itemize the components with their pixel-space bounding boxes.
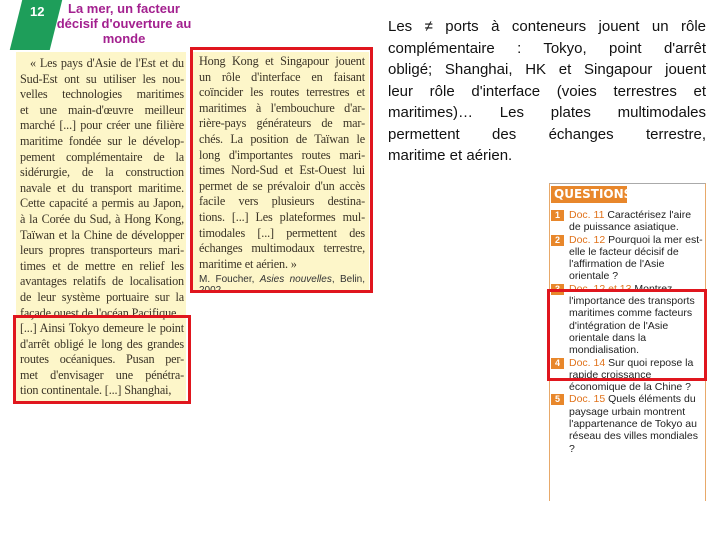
text-line: de leur système portuaire sur la: [20, 289, 184, 304]
text-line: velles technologies maritimes: [20, 87, 184, 102]
text-line: [...] Ainsi Tokyo demeure le point: [20, 321, 184, 336]
source-rest: , Belin, 2002.: [199, 274, 366, 297]
text-line: avantages relatifs de localisation: [20, 274, 184, 289]
highlight-box-question-3: [547, 289, 707, 381]
question-item: [551, 393, 704, 454]
document-number: 12: [30, 4, 45, 19]
question-text: Quels éléments du paysage urbain montrent l'appartenance de Tokyo au réseau des villes mondiales ?: [569, 393, 698, 455]
text-line: et une main-d'œuvre meilleur: [20, 102, 184, 117]
text-line: maritime fondée sur le dévelop-: [20, 133, 184, 148]
text-line: coïncider les routes terrestres et: [199, 85, 365, 100]
question-doc-ref: Doc. 15: [569, 393, 606, 406]
questions-header: QUESTIONS: [551, 186, 627, 203]
text-line: maritime et aérien.: [388, 147, 513, 164]
text-line: tions. [...] Les plateformes mul-: [199, 209, 365, 224]
source-author: M. Foucher,: [199, 274, 260, 286]
question-text: Montrez l'importance des transports maritimes comme facteurs d'intégration de l'Asie orientale dans la mondialisation.: [569, 282, 695, 357]
text-line: « Les pays d'Asie de l'Est et du: [30, 56, 184, 70]
text-line: maritime et aérien. »: [199, 256, 297, 271]
text-line: permettent des échanges terrestre,: [388, 125, 706, 143]
text-line: leur rôle d'interface (voies terrestres et: [388, 82, 706, 100]
question-number: 1: [551, 210, 564, 221]
question-text: Caractérisez l'aire de puissance asiatique.: [569, 209, 692, 234]
question-text: Pourquoi la mer est-elle le facteur décisif de l'affirmation de l'Asie orientale ?: [569, 233, 703, 283]
text-line: maritimes à l'embouchure d'ar-: [199, 100, 365, 115]
question-number: 4: [551, 358, 564, 369]
question-number: 2: [551, 235, 564, 246]
source-book: Asies nouvelles: [259, 274, 332, 286]
text-line: long d'importantes routes mari-: [199, 147, 365, 162]
question-number: 3: [551, 284, 564, 295]
document-title: La mer, un facteur décisif d'ouverture au monde: [56, 1, 192, 46]
text-line: Les ≠ ports à conteneurs jouent un rôle: [388, 18, 706, 35]
question-doc-ref: Doc. 14: [569, 356, 606, 369]
question-item: [551, 209, 704, 234]
text-line: times et de mettre en relief les: [20, 258, 184, 273]
text-line: leurs propres transporteurs mari-: [20, 243, 184, 258]
text-line: sidérurgie, de la construction: [20, 165, 184, 180]
highlight-box-right-column: [190, 47, 373, 293]
text-line: Sud-Est ont su utiliser les nou-: [20, 71, 184, 86]
text-line: Cette capacité a permis au Japon,: [20, 196, 184, 211]
text-line: routes océaniques. Pusan per-: [20, 352, 184, 367]
text-line: navale et du transport maritime.: [20, 180, 184, 195]
question-doc-ref: Doc. 12 et 13: [569, 282, 632, 295]
text-line: Hong Kong et Singapour jouent: [199, 54, 365, 68]
text-line: chés. La position de Taïwan le: [199, 131, 365, 146]
text-line: times Nord-Sud et Est-Ouest lui: [199, 163, 365, 178]
text-line: tion continentale. [...] Shanghai,: [20, 383, 172, 398]
text-line: à la Corée du Sud, à Hong Kong,: [20, 211, 184, 226]
text-line: un rôle d'interface en faisant: [199, 69, 365, 84]
slide-summary-text: [388, 16, 706, 167]
text-line: d'arrêt obligé le long des grandes: [20, 336, 184, 351]
text-line: timodales [...] permettent des: [199, 225, 365, 240]
text-line: façade ouest de l'océan Pacifique.: [20, 305, 180, 320]
text-line: Taïwan et la Chine de développer: [20, 227, 184, 242]
question-number: 5: [551, 394, 564, 405]
text-line: échanges multimodaux terrestre,: [199, 241, 365, 256]
question-item: [551, 234, 704, 283]
text-line: obligé; Shanghai, HK et Singapour jouent: [388, 61, 706, 78]
highlight-box-left-column: [13, 315, 191, 404]
text-line: complémentaire : Tokyo, point d'arrêt: [388, 39, 706, 57]
question-text: Sur quoi repose la rapide croissance économique de la Chine ?: [569, 356, 694, 394]
question-doc-ref: Doc. 11: [569, 209, 605, 221]
text-line: rière-pays générateurs de mar-: [199, 116, 365, 131]
text-line: met d'envisager une pénétra-: [20, 367, 184, 382]
text-line: facile vers plusieurs destina-: [199, 194, 365, 209]
text-line: permet de se prévaloir d'un accès: [199, 178, 365, 193]
text-line: pement complémentaire de la: [20, 149, 184, 164]
text-line: marché [...] pour créer une filière: [20, 118, 184, 133]
question-doc-ref: Doc. 12: [569, 233, 606, 246]
text-line: maritimes)… Les plates multimodales: [388, 104, 706, 121]
